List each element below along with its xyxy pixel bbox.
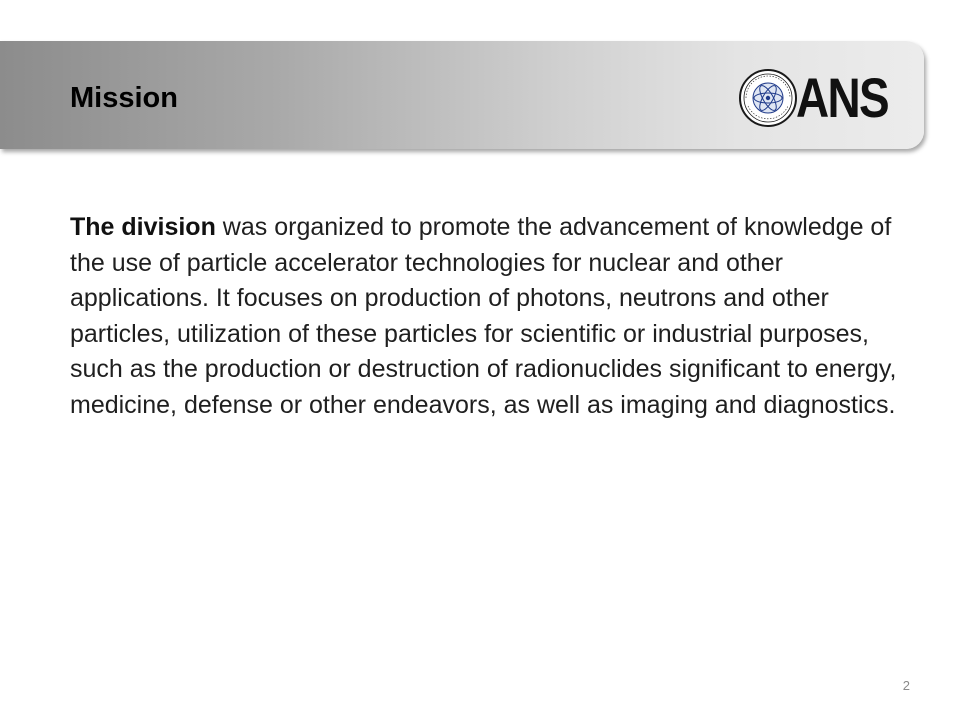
page-number: 2 — [902, 678, 910, 693]
ans-logo-text: ANS — [796, 66, 889, 129]
mission-text: was organized to promote the advancement of knowledge of the use of particle accelerator technologies for nuclear and other applications. It focuses on production of photons, neutrons and other particles, utilization of these particles for scientific or industrial purposes, such as the production or destruction of radionuclides significant to energy, medicine, defense or other endeavors, as well as imaging and diagnostics. — [70, 213, 897, 419]
mission-lead: The division — [70, 213, 216, 241]
ans-seal-icon — [738, 68, 798, 128]
mission-paragraph — [70, 210, 900, 423]
slide-title: Mission — [70, 82, 178, 114]
ans-logo — [738, 66, 894, 130]
